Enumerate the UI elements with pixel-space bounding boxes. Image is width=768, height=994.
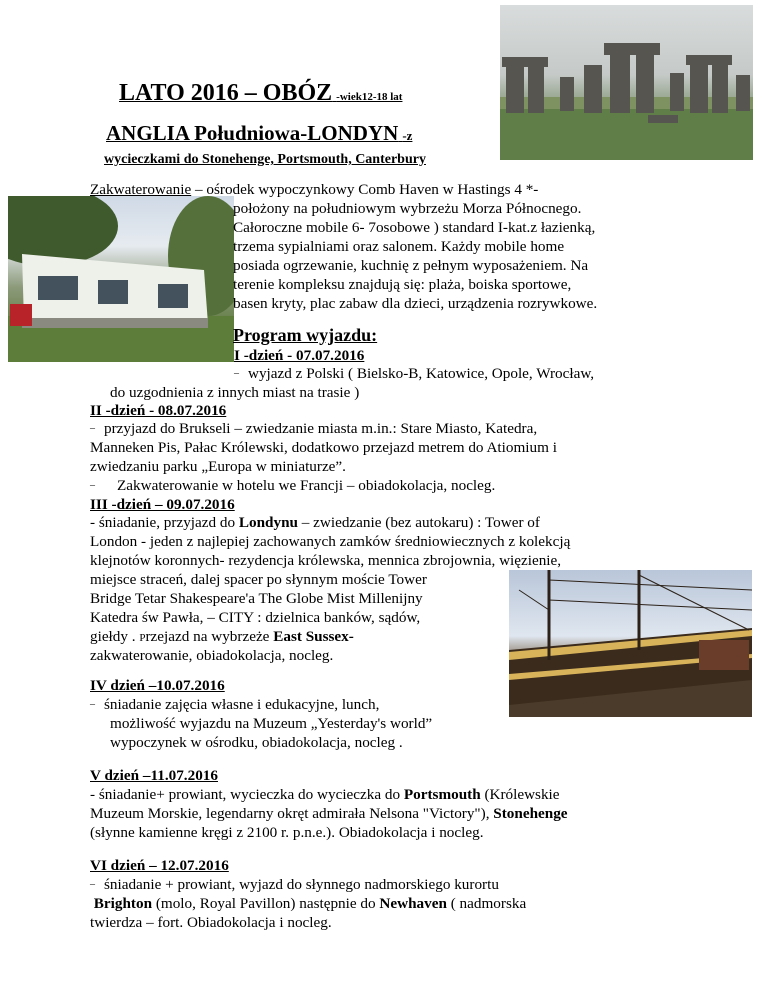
bullet-dash: – xyxy=(90,699,95,710)
day3-line-7: giełdy . Przejazd na wybrzeże East Sussex- xyxy=(90,628,354,645)
day2-line-2: Manneken Pis, Pałac Królewski, dodatkowo przejazd metrem do Atiomium i xyxy=(90,439,557,456)
day2-heading: II -dzień - 08.07.2016 xyxy=(90,402,227,419)
day6-line-2: Brighton (molo, Royal Pavillon) następnie do Newhaven ( nadmorska xyxy=(93,895,527,912)
day5-line-3: (słynne kamienne kręgi z 2100 r. p.n.e.). Obiadokolacja i nocleg. xyxy=(90,824,484,841)
destination xyxy=(106,121,412,146)
bullet-dash: – xyxy=(90,879,95,890)
ship-photo xyxy=(509,570,752,717)
day2-line-3: zwiedzaniu parku „Europa w miniaturze”. xyxy=(90,458,346,475)
excursions-subtitle: wycieczkami do Stonehenge, Portsmouth, Canterbury xyxy=(104,152,426,167)
day3-line-6: Katedra św Pawła, – CITY : dzielnica banków, sądów, xyxy=(90,609,421,626)
destination-title: ANGLIA Południowa-LONDYN xyxy=(106,121,399,145)
accommodation-line-5: posiada ogrzewanie, kuchnię z pełnym wyposażeniem. Na xyxy=(233,257,589,274)
day3-heading: III -dzień – 09.07.2016 xyxy=(90,496,235,513)
page-title: LATO 2016 – OBÓZ xyxy=(119,80,333,106)
day4-heading: IV dzień –10.07.2016 xyxy=(90,677,225,694)
stonehenge-photo xyxy=(500,5,753,160)
day3-line-1: - śniadanie, przyjazd do Londynu – zwiedzanie (bez autokaru) : Tower of xyxy=(90,514,540,531)
header xyxy=(119,80,402,107)
accommodation-line-1: Zakwaterowanie – ośrodek wypoczynkowy Comb Haven w Hastings 4 *- xyxy=(90,181,539,198)
day2-line-4: – Zakwaterowanie w hotelu we Francji – obiadokolacja, nocleg. xyxy=(90,477,496,494)
destination-suffix: -z xyxy=(402,128,413,143)
accommodation-label: Zakwaterowanie xyxy=(90,181,192,198)
bullet-dash: – xyxy=(90,480,95,491)
day1-line-1: – wyjazd z Polski ( Bielsko-B, Katowice, Opole, Wrocław, xyxy=(234,365,595,382)
day2-line-1: – przyjazd do Brukseli – zwiedzanie miasta m.in.: Stare Miasto, Katedra, xyxy=(90,420,538,437)
accommodation-line-3: Całoroczne mobile 6- 7osobowe ) standard I-kat.z łazienką, xyxy=(233,219,596,236)
day1-line-2: do uzgodnienia z innych miast na trasie ) xyxy=(110,384,360,401)
day4-line-1: – śniadanie zajęcia własne i edukacyjne, lunch, xyxy=(90,696,380,713)
day6-heading: VI dzień – 12.07.2016 xyxy=(90,857,229,874)
day3-line-3: klejnotów koronnych- rezydencja królewska, mennica zbrojownia, więzienie, xyxy=(90,552,562,569)
caravan-photo xyxy=(8,196,234,362)
bullet-dash: – xyxy=(90,423,95,434)
accommodation-line-7: basen kryty, plac zabaw dla dzieci, urządzenia rozrywkowe. xyxy=(233,295,598,312)
program-title: Program wyjazdu: xyxy=(233,325,378,345)
accommodation-line-6: terenie kompleksu znajdują się: plaża, boiska sportowe, xyxy=(233,276,572,293)
day4-line-2: możliwość wyjazdu na Muzeum „Yesterday's world” xyxy=(110,715,433,732)
day5-heading: V dzień –11.07.2016 xyxy=(90,767,218,784)
day3-line-2: London - jeden z najlepiej zachowanych zamków średniowiecznych z kolekcją xyxy=(90,533,571,550)
accommodation-line-4: trzema sypialniami oraz salonem. Każdy mobile home xyxy=(233,238,565,255)
day3-line-5: Bridge Tetar Shakespeare'a The Globe Mist Millenijny xyxy=(90,590,423,607)
day6-line-3: twierdza – fort. Obiadokolacja i nocleg. xyxy=(90,914,332,931)
age-range: -wiek12-18 lat xyxy=(336,91,403,103)
day3-line-4: miejsce straceń, dalej spacer po słynnym moście Tower xyxy=(90,571,427,588)
day1-heading: I -dzień - 07.07.2016 xyxy=(234,347,365,364)
day5-line-1: - śniadanie+ prowiant, wycieczka do wycieczka do Portsmouth (Królewskie xyxy=(90,786,560,803)
stonehenge-illustration xyxy=(500,5,753,160)
day4-line-3: wypoczynek w ośrodku, obiadokolacja, nocleg . xyxy=(110,734,403,751)
accommodation-line-2: położony na południowym wybrzeżu Morza Północnego. xyxy=(233,200,582,217)
bullet-dash: – xyxy=(234,368,239,379)
day5-line-2: Muzeum Morskie, legendarny okręt admirała Nelsona "Victory"), Stonehenge xyxy=(90,805,568,822)
day6-line-1: – śniadanie + prowiant, wyjazd do słynnego nadmorskiego kurortu xyxy=(90,876,499,893)
caravan-illustration xyxy=(8,196,234,362)
day3-line-8: zakwaterowanie, obiadokolacja, nocleg. xyxy=(90,647,334,664)
ship-illustration xyxy=(509,570,752,717)
